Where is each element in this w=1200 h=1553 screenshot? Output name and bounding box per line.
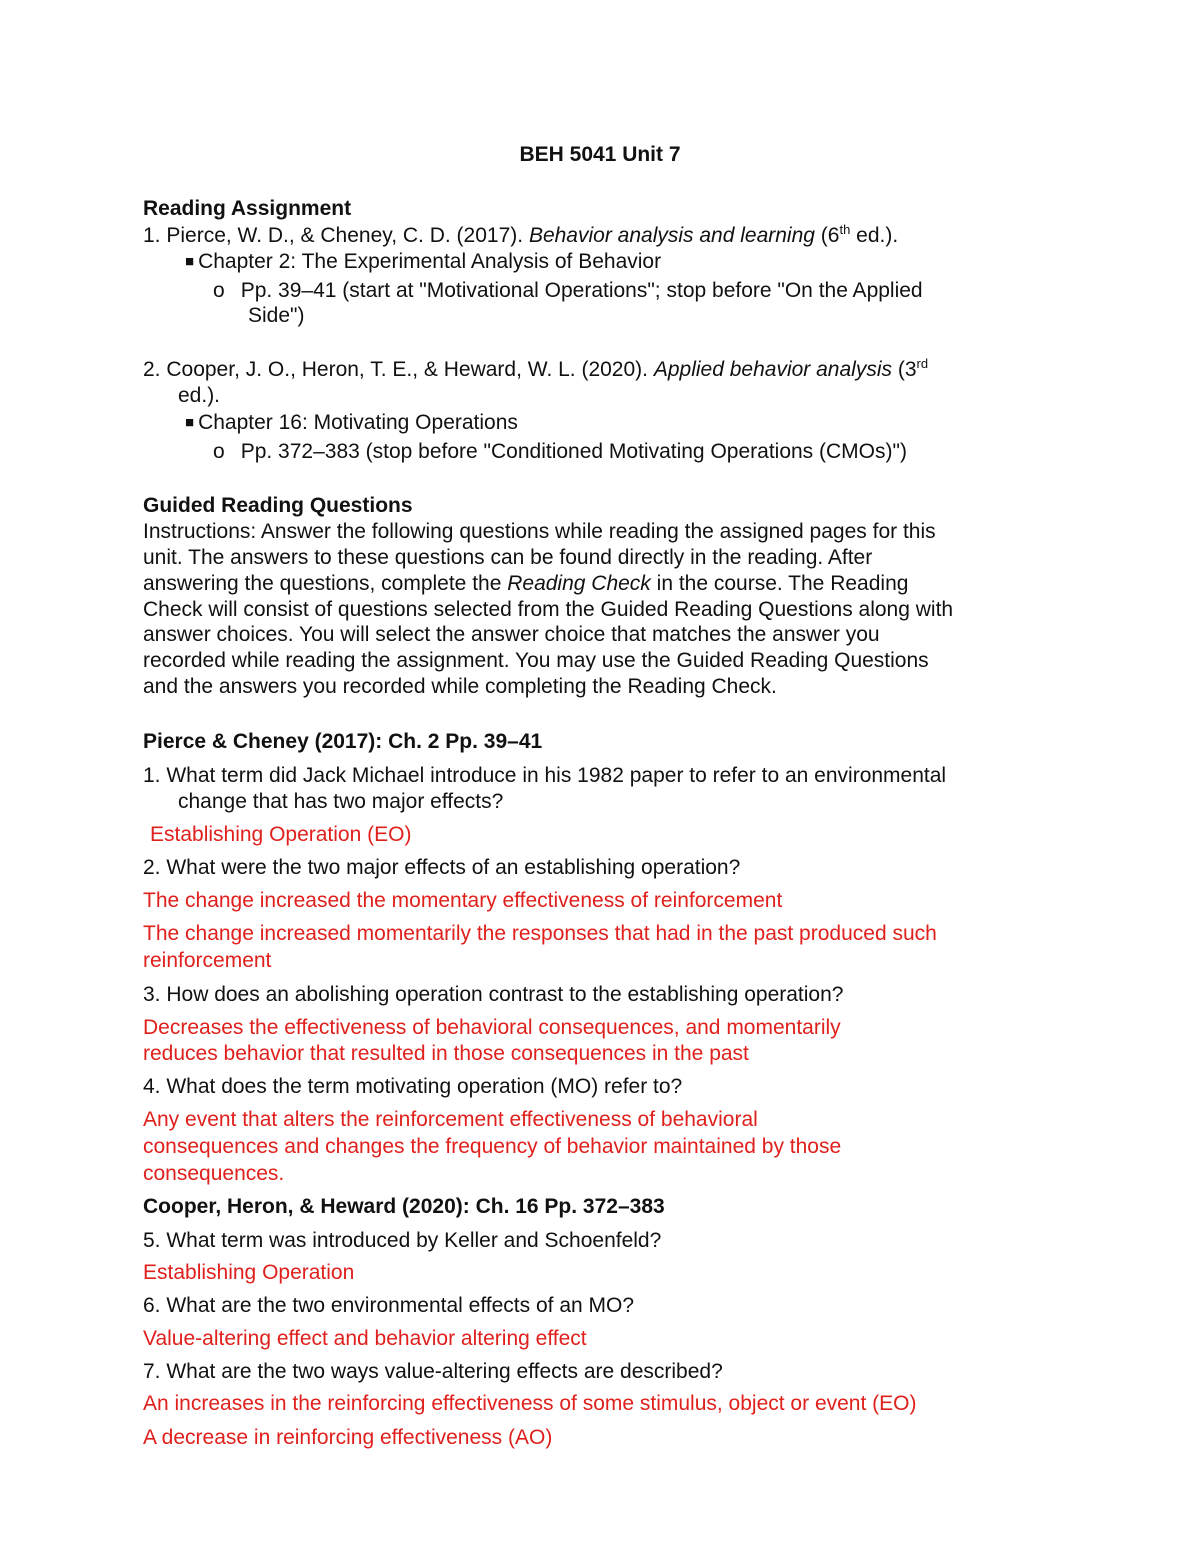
reference-2-edition-cont: ed.). bbox=[178, 384, 221, 407]
reference-1-pages-cont: Side") bbox=[248, 304, 305, 327]
question-5: 5. What term was introduced by Keller and Schoenfeld? bbox=[143, 1229, 662, 1252]
instructions-line: Instructions: Answer the following questions while reading the assigned pages for this bbox=[143, 520, 936, 543]
question-2: 2. What were the two major effects of an establishing operation? bbox=[143, 856, 741, 879]
reference-2 bbox=[143, 357, 928, 383]
reference-1 bbox=[143, 223, 898, 249]
answer-3: Decreases the effectiveness of behavioral consequences, and momentarily bbox=[143, 1016, 841, 1039]
question-7: 7. What are the two ways value-altering effects are described? bbox=[143, 1360, 723, 1383]
answer-4-cont: consequences. bbox=[143, 1162, 285, 1185]
section-heading-pierce-cheney: Pierce & Cheney (2017): Ch. 2 Pp. 39–41 bbox=[143, 730, 543, 753]
instructions-line: recorded while reading the assignment. You may use the Guided Reading Questions bbox=[143, 649, 929, 672]
reference-2-book-title: Applied behavior analysis bbox=[653, 358, 892, 381]
question-1-cont: change that has two major effects? bbox=[178, 790, 504, 813]
answer-7b: A decrease in reinforcing effectiveness (AO) bbox=[143, 1426, 553, 1449]
question-1: 1. What term did Jack Michael introduce in his 1982 paper to refer to an environmental bbox=[143, 764, 947, 787]
answer-4-cont: consequences and changes the frequency of behavior maintained by those bbox=[143, 1135, 842, 1158]
answer-5: Establishing Operation bbox=[143, 1261, 355, 1284]
reference-2-edition: (3rd bbox=[897, 356, 929, 381]
section-heading-cooper-heron-heward: Cooper, Heron, & Heward (2020): Ch. 16 Pp. 372–383 bbox=[143, 1195, 665, 1218]
instructions-line: and the answers you recorded while completing the Reading Check. bbox=[143, 675, 777, 698]
reference-1-edition: (6th ed.). bbox=[820, 222, 899, 247]
page-title: BEH 5041 Unit 7 bbox=[519, 143, 681, 166]
answer-2a: The change increased the momentary effectiveness of reinforcement bbox=[143, 889, 783, 912]
reference-2-chapter: ■ Chapter 16: Motivating Operations bbox=[185, 411, 518, 434]
reading-assignment-heading: Reading Assignment bbox=[143, 197, 352, 220]
reference-2-authors: 2. Cooper, J. O., Heron, T. E., & Heward, W. L. (2020). bbox=[143, 358, 648, 381]
circle-bullet-icon: o bbox=[213, 279, 225, 302]
answer-2b: The change increased momentarily the responses that had in the past produced such bbox=[143, 922, 937, 945]
answer-3-cont: reduces behavior that resulted in those consequences in the past bbox=[143, 1042, 749, 1065]
square-bullet-icon: ■ bbox=[185, 253, 195, 270]
instructions-line: Check will consist of questions selected from the Guided Reading Questions along with bbox=[143, 598, 954, 621]
answer-1: Establishing Operation (EO) bbox=[150, 823, 412, 846]
question-3: 3. How does an abolishing operation contrast to the establishing operation? bbox=[143, 983, 844, 1006]
instructions-line: unit. The answers to these questions can be found directly in the reading. After bbox=[143, 546, 873, 569]
instructions-line: answering the questions, complete the Reading Check in the course. The Reading bbox=[143, 572, 909, 595]
reference-1-pages: o Pp. 39–41 (start at "Motivational Operations"; stop before "On the Applied bbox=[213, 279, 923, 302]
reference-1-chapter: ■ Chapter 2: The Experimental Analysis of Behavior bbox=[185, 250, 662, 273]
answer-6: Value-altering effect and behavior altering effect bbox=[143, 1327, 587, 1350]
answer-4: Any event that alters the reinforcement effectiveness of behavioral bbox=[143, 1108, 758, 1131]
circle-bullet-icon: o bbox=[213, 440, 225, 463]
reference-1-book-title: Behavior analysis and learning bbox=[528, 224, 815, 247]
reference-1-authors: 1. Pierce, W. D., & Cheney, C. D. (2017). bbox=[143, 224, 524, 247]
square-bullet-icon: ■ bbox=[185, 414, 195, 431]
answer-7a: An increases in the reinforcing effectiveness of some stimulus, object or event (EO) bbox=[143, 1392, 917, 1415]
question-4: 4. What does the term motivating operation (MO) refer to? bbox=[143, 1075, 683, 1098]
answer-2b-cont: reinforcement bbox=[143, 949, 272, 972]
instructions-line: answer choices. You will select the answer choice that matches the answer you bbox=[143, 623, 880, 646]
reading-check-emphasis: Reading Check bbox=[507, 572, 651, 595]
guided-questions-heading: Guided Reading Questions bbox=[143, 494, 413, 517]
question-6: 6. What are the two environmental effects of an MO? bbox=[143, 1294, 635, 1317]
reference-2-pages: o Pp. 372–383 (stop before "Conditioned Motivating Operations (CMOs)") bbox=[213, 440, 907, 463]
